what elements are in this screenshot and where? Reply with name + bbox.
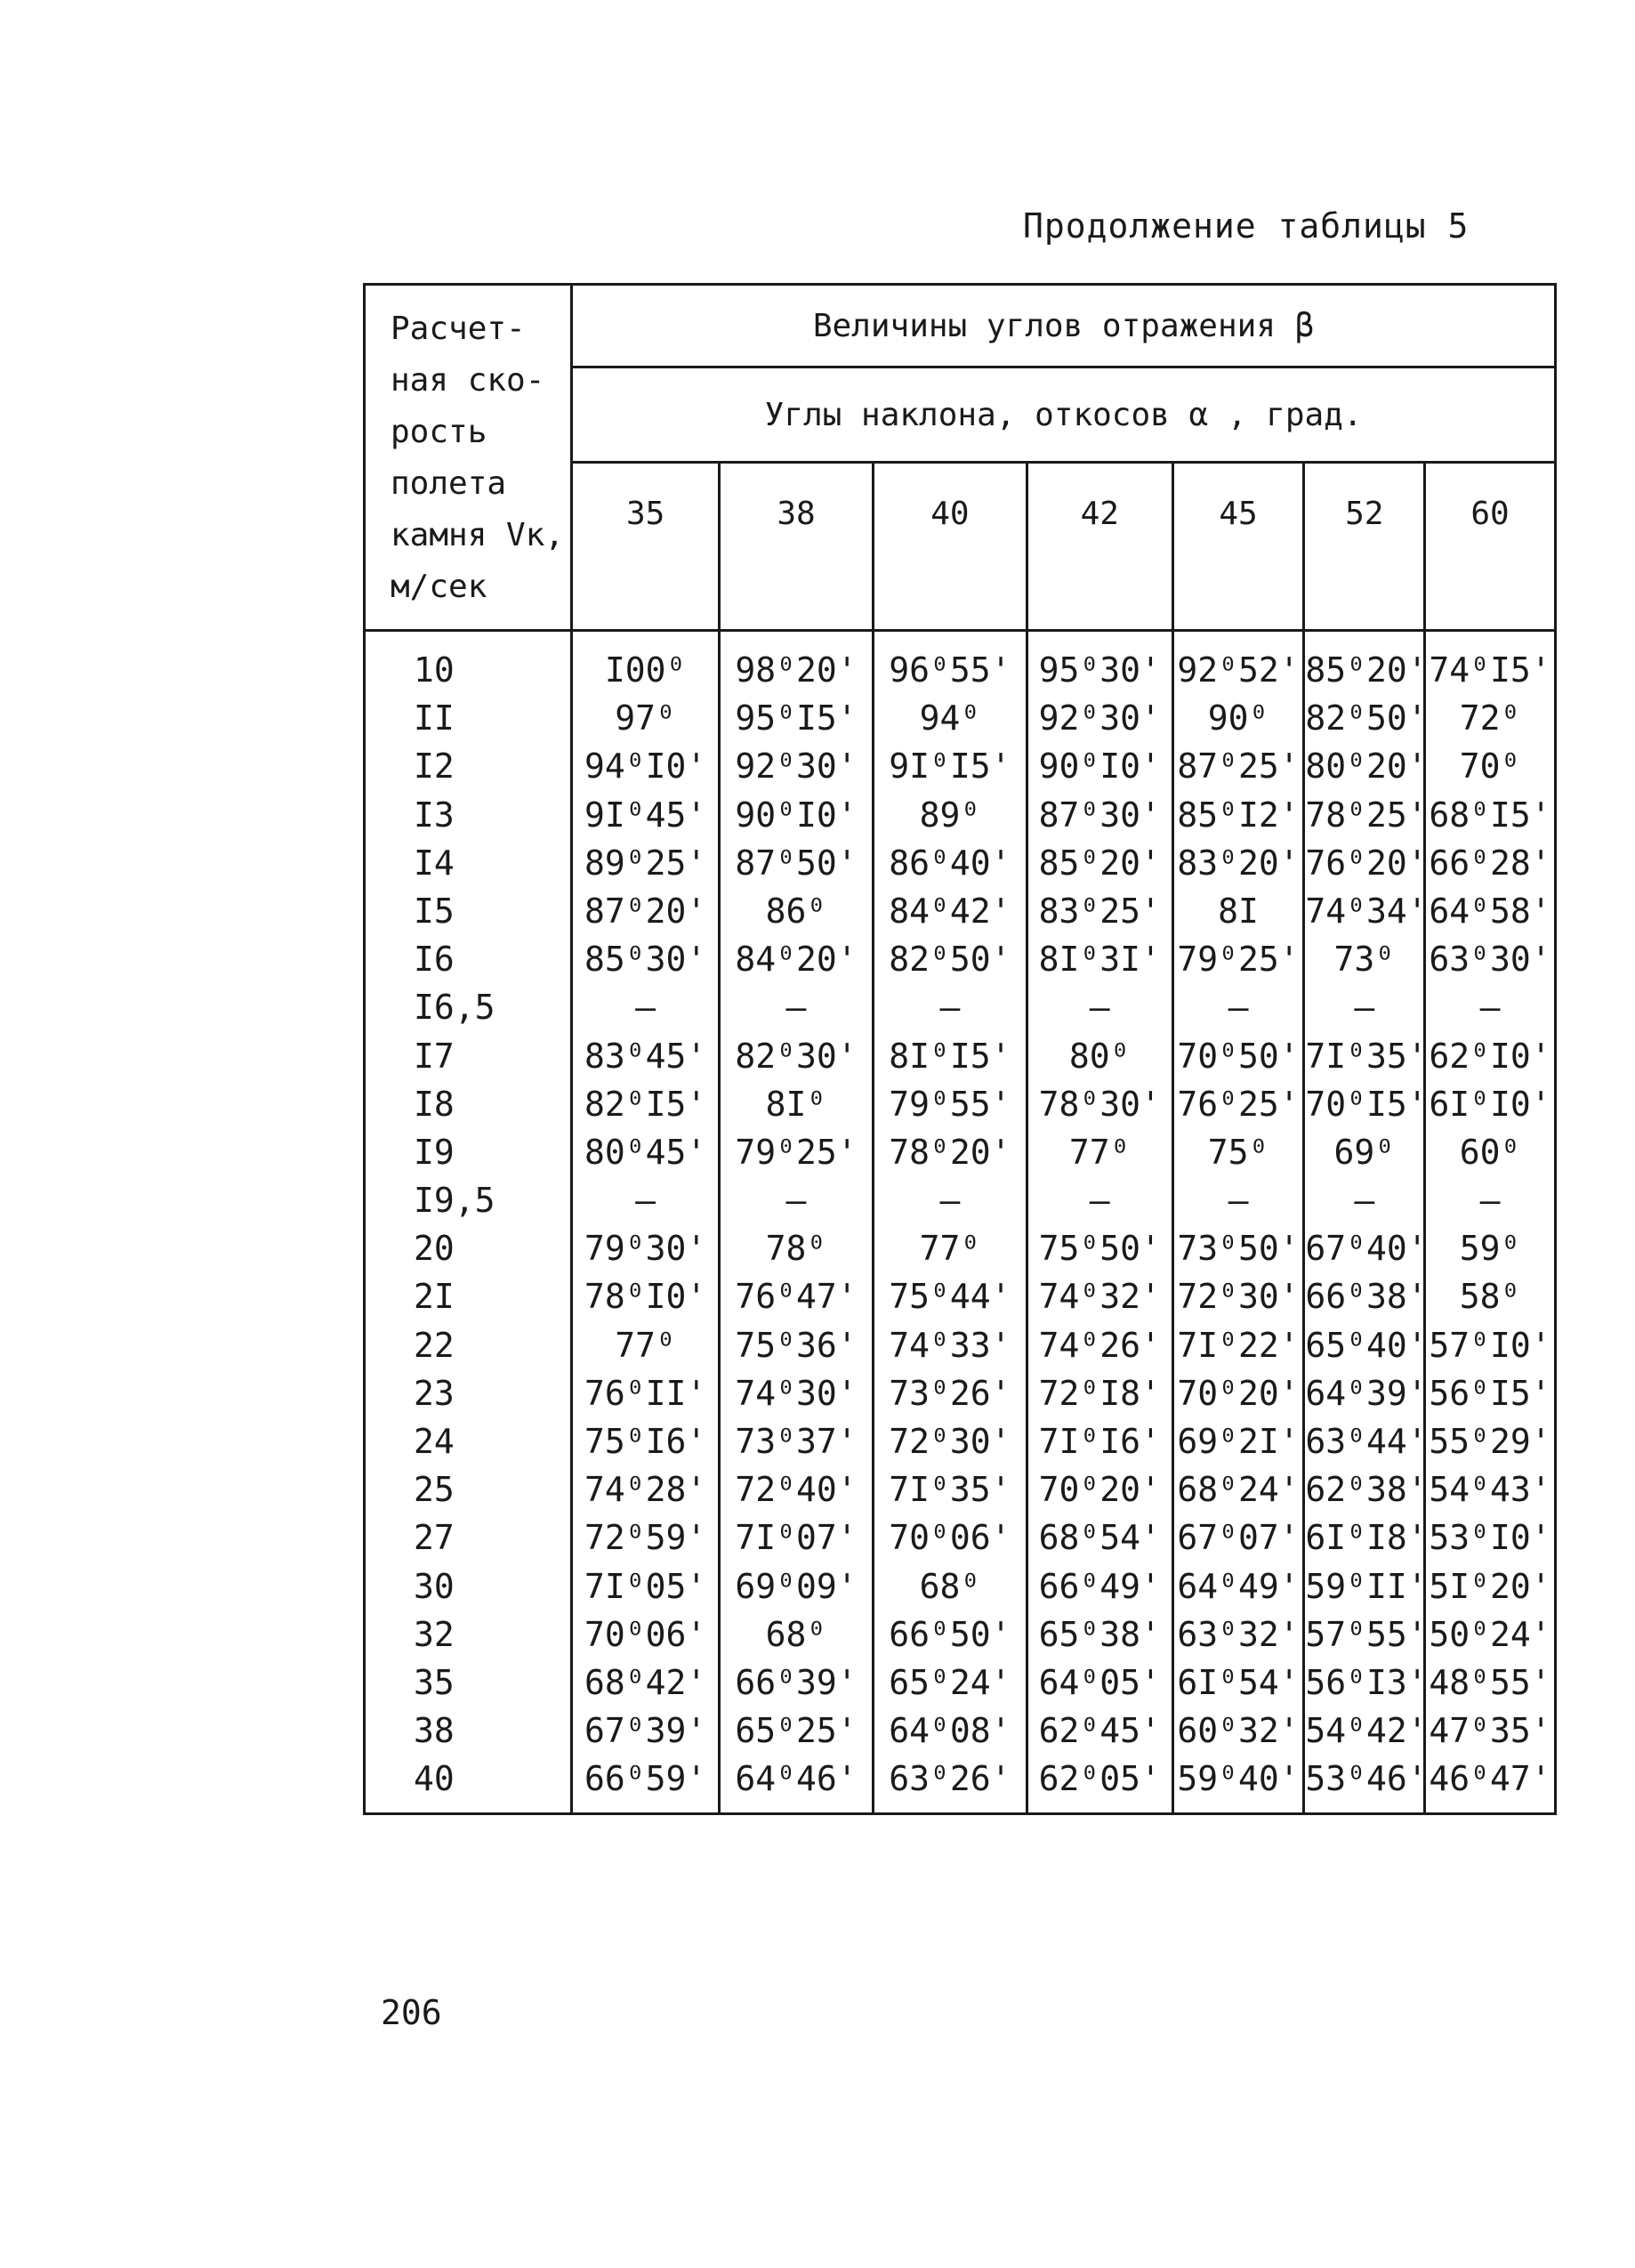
angle-value: 53⁰I0' <box>1429 1518 1551 1558</box>
alpha-header-52: 52 <box>1304 463 1425 631</box>
speed-value: I6 <box>414 940 455 980</box>
angle-value: 62⁰I0' <box>1429 1036 1551 1076</box>
speed-value: I5 <box>414 891 455 931</box>
angle-column-45 <box>1172 631 1304 1814</box>
angle-value: 6I⁰54' <box>1177 1662 1300 1702</box>
angle-value: 7I⁰05' <box>584 1566 707 1606</box>
angle-value: 53⁰46' <box>1305 1759 1428 1799</box>
angle-value: 67⁰39' <box>584 1711 707 1751</box>
speed-value: I4 <box>414 843 455 883</box>
speed-value: I9 <box>414 1132 455 1172</box>
angle-value: 96⁰55' <box>889 650 1011 690</box>
angle-value: 68⁰54' <box>1038 1518 1161 1558</box>
angle-value: 72⁰ <box>1459 698 1521 739</box>
angle-value: 82⁰I5' <box>584 1084 707 1124</box>
speed-value: 40 <box>414 1759 455 1799</box>
speed-value: 22 <box>414 1325 455 1365</box>
angle-value: 89⁰ <box>919 795 981 835</box>
angle-value: 84⁰20' <box>735 940 858 980</box>
angle-value: I00⁰ <box>604 650 687 690</box>
angle-value: 70⁰I5' <box>1305 1084 1428 1124</box>
angle-value: – <box>635 1181 656 1221</box>
angle-value: 65⁰40' <box>1305 1325 1428 1365</box>
angle-value: 75⁰44' <box>889 1277 1011 1317</box>
speed-value: I3 <box>414 795 455 835</box>
angle-value: 86⁰ <box>765 891 827 931</box>
speed-header-line: камня Vк, <box>391 517 565 553</box>
angle-value: 76⁰25' <box>1177 1084 1300 1124</box>
angle-value: 66⁰38' <box>1305 1277 1428 1317</box>
angle-value: 72⁰40' <box>735 1470 858 1510</box>
angle-column-35 <box>572 631 720 1814</box>
angle-value: 60⁰ <box>1459 1132 1521 1172</box>
alpha-header-35: 35 <box>572 463 720 631</box>
angle-value: 74⁰26' <box>1038 1325 1161 1365</box>
table-continuation-caption: Продолжение таблицы 5 <box>1023 206 1470 246</box>
angle-value: 66⁰49' <box>1038 1566 1161 1606</box>
angle-value: 76⁰47' <box>735 1277 858 1317</box>
angle-value: – <box>1089 988 1110 1028</box>
angle-value: 59⁰40' <box>1177 1759 1300 1799</box>
speed-value: 20 <box>414 1229 455 1269</box>
angle-value: 87⁰30' <box>1038 795 1161 835</box>
angle-value: 80⁰ <box>1068 1036 1131 1076</box>
angle-value: 79⁰25' <box>1177 940 1300 980</box>
angle-value: 80⁰20' <box>1305 747 1428 787</box>
angle-value: 70⁰06' <box>584 1614 707 1654</box>
angle-value: 8I⁰I5' <box>889 1036 1011 1076</box>
angle-value: 57⁰I0' <box>1429 1325 1551 1365</box>
speed-value: 30 <box>414 1566 455 1606</box>
angle-value: 92⁰52' <box>1177 650 1300 690</box>
angle-value: 79⁰55' <box>889 1084 1011 1124</box>
angle-value: 74⁰I5' <box>1429 650 1551 690</box>
angle-value: 64⁰05' <box>1038 1662 1161 1702</box>
alpha-header-40: 40 <box>873 463 1027 631</box>
angle-value: – <box>635 988 656 1028</box>
angle-value: 7I⁰35' <box>889 1470 1011 1510</box>
angle-value: 63⁰44' <box>1305 1422 1428 1461</box>
angle-value: 74⁰32' <box>1038 1277 1161 1317</box>
speed-value: 38 <box>414 1711 455 1751</box>
angle-value: 85⁰I2' <box>1177 795 1300 835</box>
angle-value: 89⁰25' <box>584 843 707 883</box>
angle-value: 9I⁰I5' <box>889 747 1011 787</box>
angle-value: 63⁰26' <box>889 1759 1011 1799</box>
angle-value: 56⁰I3' <box>1305 1662 1428 1702</box>
angle-value: 87⁰20' <box>584 891 707 931</box>
angle-value: 62⁰05' <box>1038 1759 1161 1799</box>
speed-value: I9,5 <box>414 1181 495 1221</box>
angle-value: 78⁰I0' <box>584 1277 707 1317</box>
angle-value: – <box>785 1181 807 1221</box>
speed-value: 23 <box>414 1373 455 1413</box>
angle-value: 85⁰20' <box>1038 843 1161 883</box>
angle-value: 68⁰ <box>919 1566 981 1606</box>
angle-value: 77⁰ <box>615 1325 676 1365</box>
angle-value: – <box>939 1181 961 1221</box>
speed-header-line: полета <box>391 465 507 502</box>
angle-value: 77⁰ <box>919 1229 981 1269</box>
angle-value: 65⁰25' <box>735 1711 858 1751</box>
angle-value: – <box>1479 988 1501 1028</box>
angle-value: 68⁰ <box>765 1614 827 1654</box>
angle-value: 74⁰28' <box>584 1470 707 1510</box>
angle-value: 63⁰32' <box>1177 1614 1300 1654</box>
angle-value: 59⁰II' <box>1305 1566 1428 1606</box>
speed-header-line: ная ско- <box>391 362 545 399</box>
speed-value: 10 <box>414 650 455 690</box>
angle-value: 46⁰47' <box>1429 1759 1551 1799</box>
angle-value: 64⁰58' <box>1429 891 1551 931</box>
angle-value: 90⁰I0' <box>735 795 858 835</box>
slope-angle-header: Углы наклона, откосов α , град. <box>572 367 1556 463</box>
angle-value: 59⁰ <box>1459 1229 1521 1269</box>
alpha-header-38: 38 <box>720 463 874 631</box>
speed-value: II <box>414 698 455 739</box>
angle-value: 55⁰29' <box>1429 1422 1551 1461</box>
angle-value: 76⁰II' <box>584 1373 707 1413</box>
angle-value: 79⁰30' <box>584 1229 707 1269</box>
angle-value: 95⁰I5' <box>735 698 858 739</box>
speed-header-line: м/сек <box>391 569 487 605</box>
angle-value: 78⁰25' <box>1305 795 1428 835</box>
angle-value: 68⁰42' <box>584 1662 707 1702</box>
angle-value: 50⁰24' <box>1429 1614 1551 1654</box>
angle-value: 54⁰43' <box>1429 1470 1551 1510</box>
angle-value: 74⁰33' <box>889 1325 1011 1365</box>
angle-value: 69⁰09' <box>735 1566 858 1606</box>
angle-value: 98⁰20' <box>735 650 858 690</box>
angle-value: 69⁰ <box>1333 1132 1396 1172</box>
angle-value: 67⁰40' <box>1305 1229 1428 1269</box>
speed-value: 35 <box>414 1662 455 1702</box>
angle-value: 6I⁰I8' <box>1305 1518 1428 1558</box>
angle-value: 54⁰42' <box>1305 1711 1428 1751</box>
angle-value: – <box>1354 1181 1375 1221</box>
speed-value: I8 <box>414 1084 455 1124</box>
angle-value: 8I⁰3I' <box>1038 940 1161 980</box>
angle-column-42 <box>1027 631 1172 1814</box>
speed-values-column <box>365 631 572 1814</box>
angle-value: 95⁰30' <box>1038 650 1161 690</box>
angle-value: 78⁰20' <box>889 1132 1011 1172</box>
angle-value: 75⁰I6' <box>584 1422 707 1461</box>
angle-value: 64⁰39' <box>1305 1373 1428 1413</box>
angle-value: 73⁰50' <box>1177 1229 1300 1269</box>
angle-value: 72⁰30' <box>889 1422 1011 1461</box>
angle-column-60 <box>1425 631 1556 1814</box>
angle-column-38 <box>720 631 874 1814</box>
angle-value: 80⁰45' <box>584 1132 707 1172</box>
angle-value: 87⁰50' <box>735 843 858 883</box>
angle-value: 75⁰ <box>1207 1132 1269 1172</box>
angle-value: – <box>1479 1181 1501 1221</box>
angle-value: 72⁰I8' <box>1038 1373 1161 1413</box>
speed-header-line: Расчет- <box>391 311 526 347</box>
speed-value: I2 <box>414 747 455 787</box>
angle-value: 7I⁰07' <box>735 1518 858 1558</box>
angle-value: 7I⁰35' <box>1305 1036 1428 1076</box>
angle-value: 66⁰59' <box>584 1759 707 1799</box>
reflection-angles-table <box>363 283 1557 1815</box>
angle-value: 58⁰ <box>1459 1277 1521 1317</box>
reflection-angle-header: Величины углов отражения β <box>572 285 1556 367</box>
speed-value: 24 <box>414 1422 455 1461</box>
speed-header-line: рость <box>391 414 487 450</box>
angle-value: 70⁰20' <box>1038 1470 1161 1510</box>
angle-value: 94⁰I0' <box>584 747 707 787</box>
angle-value: 82⁰50' <box>889 940 1011 980</box>
angle-value: 64⁰08' <box>889 1711 1011 1751</box>
angle-value: – <box>1228 1181 1249 1221</box>
angle-value: 85⁰20' <box>1305 650 1428 690</box>
angle-value: 72⁰30' <box>1177 1277 1300 1317</box>
angle-value: 70⁰50' <box>1177 1036 1300 1076</box>
angle-value: – <box>939 988 961 1028</box>
angle-value: – <box>1354 988 1375 1028</box>
angle-value: 90⁰I0' <box>1038 747 1161 787</box>
angle-value: 65⁰24' <box>889 1662 1011 1702</box>
angle-value: 72⁰59' <box>584 1518 707 1558</box>
angle-value: 79⁰25' <box>735 1132 858 1172</box>
angle-value: 7I⁰22' <box>1177 1325 1300 1365</box>
angle-value: 84⁰42' <box>889 891 1011 931</box>
alpha-header-45: 45 <box>1172 463 1304 631</box>
speed-value: 27 <box>414 1518 455 1558</box>
angle-value: 94⁰ <box>919 698 981 739</box>
angle-column-40 <box>873 631 1027 1814</box>
angle-value: 67⁰07' <box>1177 1518 1300 1558</box>
angle-value: 73⁰ <box>1333 940 1396 980</box>
angle-value: 47⁰35' <box>1429 1711 1551 1751</box>
angle-value: 5I⁰20' <box>1429 1566 1551 1606</box>
angle-value: 62⁰38' <box>1305 1470 1428 1510</box>
angle-value: 62⁰45' <box>1038 1711 1161 1751</box>
angle-value: 74⁰30' <box>735 1373 858 1413</box>
angle-value: 83⁰20' <box>1177 843 1300 883</box>
speed-value: I7 <box>414 1036 455 1076</box>
angle-value: 83⁰45' <box>584 1036 707 1076</box>
angle-value: 48⁰55' <box>1429 1662 1551 1702</box>
angle-value: 60⁰32' <box>1177 1711 1300 1751</box>
page-number: 206 <box>381 1993 442 2032</box>
angle-value: 75⁰36' <box>735 1325 858 1365</box>
angle-value: 82⁰30' <box>735 1036 858 1076</box>
angle-value: 70⁰20' <box>1177 1373 1300 1413</box>
angle-value: 7I⁰I6' <box>1038 1422 1161 1461</box>
angle-value: 74⁰34' <box>1305 891 1428 931</box>
angle-value: 64⁰46' <box>735 1759 858 1799</box>
angle-value: 86⁰40' <box>889 843 1011 883</box>
angle-value: 90⁰ <box>1207 698 1269 739</box>
angle-value: 92⁰30' <box>735 747 858 787</box>
angle-value: 78⁰30' <box>1038 1084 1161 1124</box>
angle-value: 76⁰20' <box>1305 843 1428 883</box>
angle-value: 66⁰28' <box>1429 843 1551 883</box>
angle-value: 56⁰I5' <box>1429 1373 1551 1413</box>
speed-column-header <box>365 285 572 631</box>
angle-value: 83⁰25' <box>1038 891 1161 931</box>
angle-value: 82⁰50' <box>1305 698 1428 739</box>
angle-value: 64⁰49' <box>1177 1566 1300 1606</box>
angle-value: 70⁰ <box>1459 747 1521 787</box>
angle-value: 73⁰37' <box>735 1422 858 1461</box>
angle-value: 78⁰ <box>765 1229 827 1269</box>
angle-value: 66⁰39' <box>735 1662 858 1702</box>
angle-value: 69⁰2I' <box>1177 1422 1300 1461</box>
angle-value: 75⁰50' <box>1038 1229 1161 1269</box>
speed-value: 25 <box>414 1470 455 1510</box>
alpha-header-42: 42 <box>1027 463 1172 631</box>
speed-value: 2I <box>414 1277 455 1317</box>
angle-value: 92⁰30' <box>1038 698 1161 739</box>
angle-value: 87⁰25' <box>1177 747 1300 787</box>
angle-value: 68⁰I5' <box>1429 795 1551 835</box>
angle-value: 8I <box>1218 891 1259 931</box>
angle-value: 97⁰ <box>615 698 676 739</box>
angle-value: 73⁰26' <box>889 1373 1011 1413</box>
angle-value: 66⁰50' <box>889 1614 1011 1654</box>
angle-value: 77⁰ <box>1068 1132 1131 1172</box>
angle-value: 68⁰24' <box>1177 1470 1300 1510</box>
angle-value: 9I⁰45' <box>584 795 707 835</box>
angle-value: 63⁰30' <box>1429 940 1551 980</box>
angle-value: 6I⁰I0' <box>1429 1084 1551 1124</box>
speed-value: 32 <box>414 1614 455 1654</box>
angle-value: 57⁰55' <box>1305 1614 1428 1654</box>
angle-value: – <box>1228 988 1249 1028</box>
angle-value: – <box>1089 1181 1110 1221</box>
speed-value: I6,5 <box>414 988 495 1028</box>
angle-value: – <box>785 988 807 1028</box>
angle-value: 65⁰38' <box>1038 1614 1161 1654</box>
angle-value: 70⁰06' <box>889 1518 1011 1558</box>
angle-column-52 <box>1304 631 1428 1814</box>
angle-value: 8I⁰ <box>765 1084 827 1124</box>
angle-value: 85⁰30' <box>584 940 707 980</box>
alpha-header-60: 60 <box>1425 463 1556 631</box>
